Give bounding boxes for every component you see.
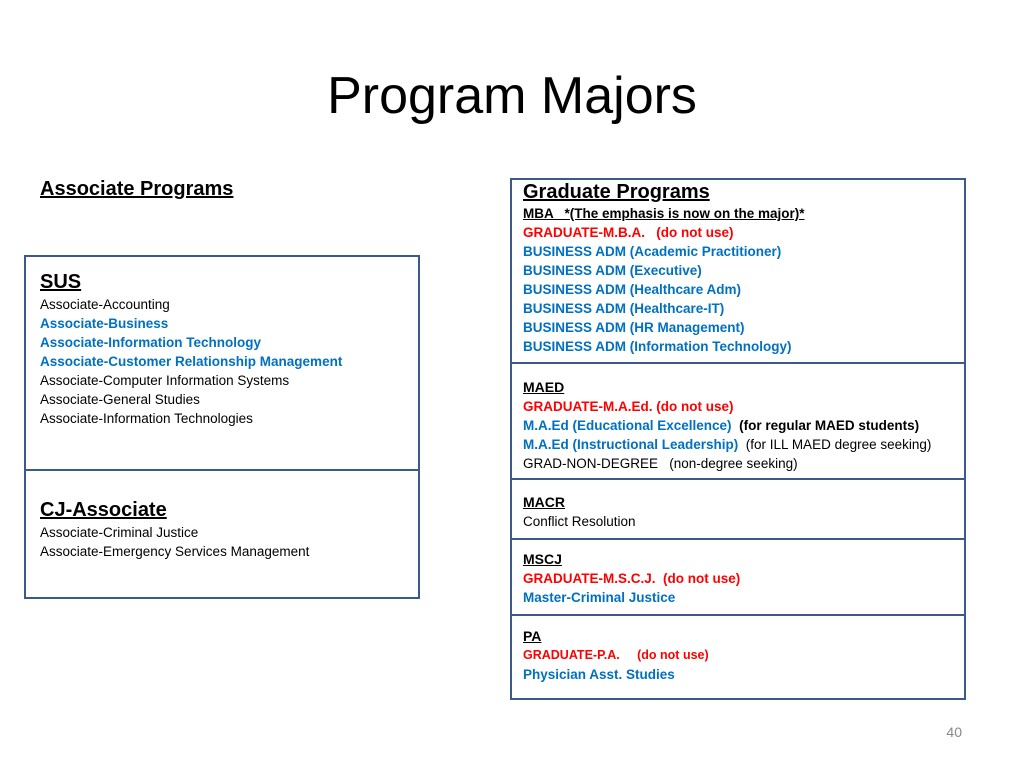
- sus-box: [24, 255, 420, 471]
- sus-item: Associate-Customer Relationship Management: [40, 354, 343, 369]
- cj-item: Associate-Criminal Justice: [40, 525, 199, 540]
- sus-item: Associate-Computer Information Systems: [40, 373, 290, 388]
- mba-item: GRADUATE-M.B.A. (do not use): [523, 225, 734, 240]
- pa-item: Physician Asst. Studies: [523, 667, 675, 682]
- mscj-box: [510, 538, 966, 616]
- mba-item: BUSINESS ADM (Healthcare Adm): [523, 282, 742, 297]
- pa-heading: PA: [523, 628, 542, 644]
- maed-item-note: (for regular MAED students): [739, 418, 920, 433]
- maed-item-note: (for ILL MAED degree seeking): [745, 437, 932, 452]
- mba-item: BUSINESS ADM (HR Management): [523, 320, 745, 335]
- slide-title: Program Majors: [327, 67, 697, 125]
- pa-item: GRADUATE-P.A. (do not use): [523, 648, 709, 662]
- macr-heading: MACR: [523, 494, 565, 510]
- maed-box: [510, 362, 966, 480]
- maed-item: GRAD-NON-DEGREE (non-degree seeking): [523, 456, 798, 471]
- mba-box: [510, 178, 966, 364]
- page-number: 40: [946, 724, 962, 740]
- sus-item: Associate-Information Technology: [40, 335, 262, 350]
- sus-item: Associate-Business: [40, 316, 169, 331]
- sus-heading: SUS: [40, 271, 82, 293]
- maed-item: GRADUATE-M.A.Ed. (do not use): [523, 399, 734, 414]
- macr-box: [510, 478, 966, 540]
- maed-item: [523, 435, 964, 454]
- macr-item: Conflict Resolution: [523, 514, 636, 529]
- sus-item: Associate-General Studies: [40, 392, 200, 407]
- mscj-heading: MSCJ: [523, 551, 562, 567]
- graduate-programs-heading: Graduate Programs: [523, 181, 710, 203]
- cj-associate-heading: CJ-Associate: [40, 499, 167, 521]
- maed-heading: MAED: [523, 379, 565, 395]
- sus-item: Associate-Accounting: [40, 297, 170, 312]
- sus-item: Associate-Information Technologies: [40, 411, 253, 426]
- mba-heading: MBA *(The emphasis is now on the major)*: [523, 206, 805, 221]
- maed-item: [523, 416, 964, 435]
- mba-item: BUSINESS ADM (Academic Practitioner): [523, 244, 782, 259]
- cj-item: Associate-Emergency Services Management: [40, 544, 310, 559]
- maed-item-program: M.A.Ed (Educational Excellence): [523, 418, 732, 433]
- mscj-item: Master-Criminal Justice: [523, 590, 676, 605]
- mscj-item: GRADUATE-M.S.C.J. (do not use): [523, 571, 741, 586]
- associate-programs-heading: Associate Programs: [40, 178, 234, 200]
- mba-item: BUSINESS ADM (Executive): [523, 263, 702, 278]
- pa-box: [510, 614, 966, 700]
- mba-item: BUSINESS ADM (Information Technology): [523, 339, 792, 354]
- cj-associate-box: [24, 469, 420, 599]
- mba-item: BUSINESS ADM (Healthcare-IT): [523, 301, 725, 316]
- maed-item-program: M.A.Ed (Instructional Leadership): [523, 437, 739, 452]
